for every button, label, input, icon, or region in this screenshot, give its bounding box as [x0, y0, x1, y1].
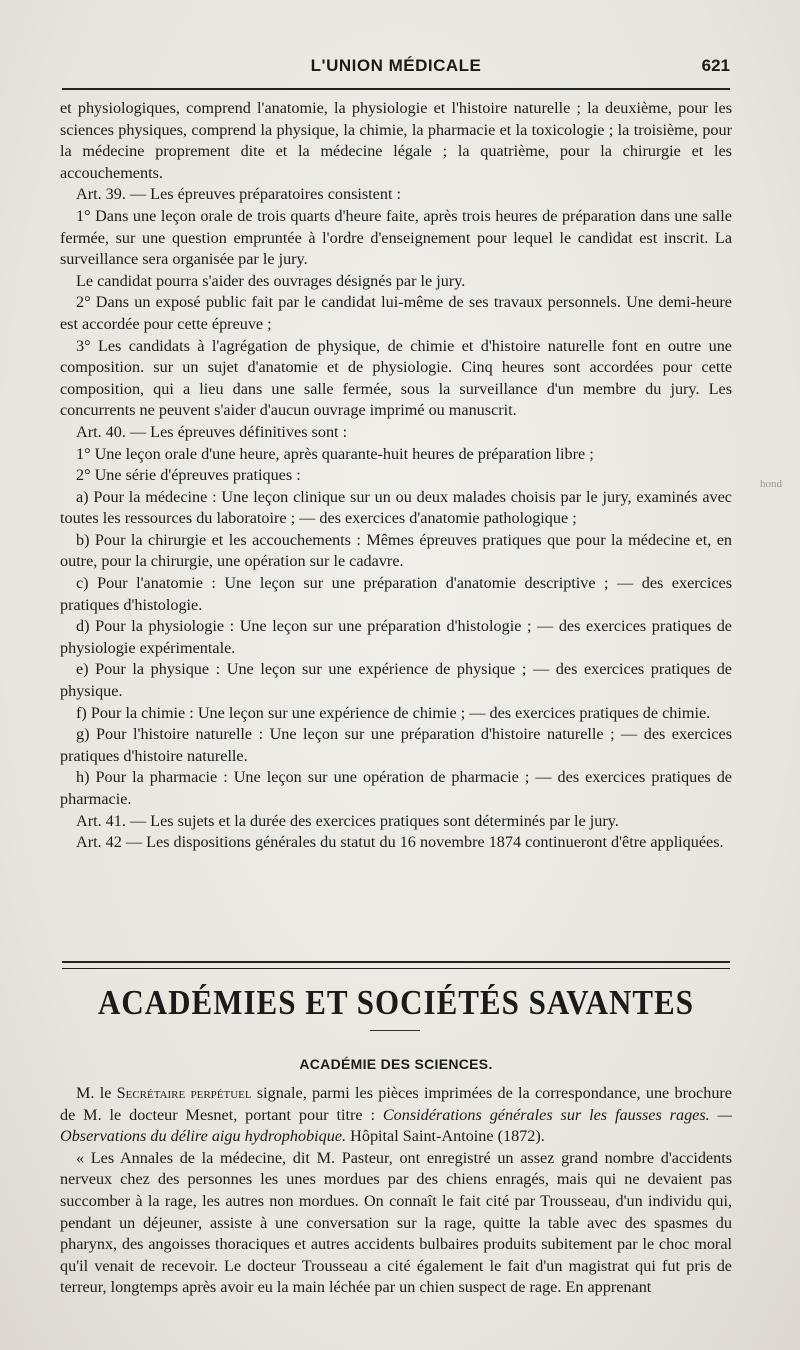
text-run: M. le — [76, 1084, 117, 1102]
publication-title: Considérations générales sur les fausses rages. — Observations du délire aigu hydrophobique. — [60, 1105, 732, 1146]
paragraph: 1° Une leçon orale d'une heure, après quarante-huit heures de préparation libre ; — [76, 444, 594, 463]
header-rule — [62, 88, 730, 90]
paragraph: b) Pour la chirurgie et les accouchements : Mêmes épreuves pratiques que pour la médecine et, en outre, pour la chirurgie, une opération sur le cadavre. — [60, 530, 732, 571]
section-title: ACADÉMIES ET SOCIÉTÉS SAVANTES — [98, 982, 694, 1023]
paragraph: c) Pour l'anatomie : Une leçon sur une préparation d'anatomie descriptive ; — des exercices pratiques d'histologie. — [60, 574, 732, 614]
bleed-through-text: hond — [760, 478, 782, 490]
paragraph: f) Pour la chimie : Une leçon sur une expérience de chimie ; — des exercices pratiques de chimie. — [76, 703, 711, 722]
paragraph: g) Pour l'histoire naturelle : Une leçon sur une préparation d'histoire naturelle ; — des exercices pratiques d'histoire naturelle. — [60, 725, 732, 765]
page-header — [62, 50, 730, 84]
paragraph: Le candidat pourra s'aider des ouvrages désignés par le jury. — [76, 271, 466, 290]
paragraph: Art. 40. — Les épreuves définitives sont : — [76, 422, 348, 441]
title-underline — [370, 1030, 420, 1031]
paragraph: « Les Annales de la médecine, dit M. Pasteur, ont enregistré un assez grand nombre d'accidents nerveux chez des personnes les unes mordues par des chiens enragés, mais qui ne devaient pas succomber à la rage, les autres non mordues. On connaît le fait cité par Trousseau, d'un individu qui, pendant un déjeuner, assiste à une conversation sur la rage, quitte la table avec des spasmes du pharynx, des angoisses thoraciques et autres accidents bulbaires produits subitement par le choc moral qu'il venait de recevoir. Le docteur Trousseau a cité également le fait d'un magistrat qui fut pris de terreur, longtemps après avoir eu la main léchée par un chien suspect de rage. En apprenant — [60, 1148, 732, 1297]
paragraph: e) Pour la physique : Une leçon sur une expérience de physique ; — des exercices pratiques de physique. — [60, 660, 732, 701]
paragraph: Art. 42 — Les dispositions générales du statut du 16 novembre 1874 continueront d'être appliquées. — [76, 833, 724, 852]
paragraph: 3° Les candidats à l'agrégation de physique, de chimie et d'histoire naturelle font en outre une composition. sur un sujet d'anatomie et de physiologie. Cinq heures sont accordées pour cette composition, qui a lieu dans une salle fermée, sous la surveillance d'un membre du jury. Les concurrents ne peuvent s'aider d'aucun ouvrage imprimé ou manuscrit. — [60, 336, 732, 420]
paragraph: 2° Une série d'épreuves pratiques : — [76, 466, 301, 485]
article-body — [60, 98, 732, 854]
paragraph: d) Pour la physiologie : Une leçon sur une préparation d'histologie ; — des exercices pratiques de physiologie expérimentale. — [60, 617, 732, 657]
smallcaps-title: Secrétaire perpétuel — [116, 1084, 252, 1102]
paragraph: 2° Dans un exposé public fait par le candidat lui-même de ses travaux personnels. Une demi-heure est accordée pour cette épreuve ; — [60, 293, 732, 333]
paragraph: h) Pour la pharmacie : Une leçon sur une opération de pharmacie ; — des exercices pratiques de pharmacie. — [60, 768, 732, 808]
running-title: L'UNION MÉDICALE — [310, 56, 482, 75]
text-run: signale, parmi les pièces imprimées de la correspondance, une brochure de M. le docteur Mesnet, portant pour titre : — [60, 1084, 732, 1124]
section-subtitle: ACADÉMIE DES SCIENCES. — [299, 1056, 493, 1072]
section-body — [60, 1083, 732, 1299]
text-run: Hôpital Saint-Antoine (1872). — [346, 1127, 545, 1146]
page-number: 621 — [701, 56, 730, 75]
paragraph — [60, 1083, 732, 1148]
paragraph: Art. 39. — Les épreuves préparatoires consistent : — [76, 185, 401, 204]
paragraph: a) Pour la médecine : Une leçon clinique sur un ou deux malades choisis par le jury, examinés avec toutes les ressources du laboratoire ; — des exercices d'anatomie pathologique ; — [60, 487, 732, 528]
paragraph: Art. 41. — Les sujets et la durée des exercices pratiques sont déterminés par le jury. — [76, 811, 619, 830]
paragraph: et physiologiques, comprend l'anatomie, la physiologie et l'histoire naturelle ; la deuxième, pour les sciences physiques, comprend la physique, la chimie, la pharmacie et la toxicologie ; la troisième, pour la médecine proprement dite et la médecine légale ; la quatrième, pour la chirurgie et les accouchements. — [60, 99, 732, 182]
paragraph: 1° Dans une leçon orale de trois quarts d'heure faite, après trois heures de préparation dans une salle fermée, sur une question empruntée à l'ordre d'enseignement pour lequel le candidat est inscrit. La surveillance sera organisée par le jury. — [60, 206, 732, 269]
section-divider — [62, 961, 730, 969]
